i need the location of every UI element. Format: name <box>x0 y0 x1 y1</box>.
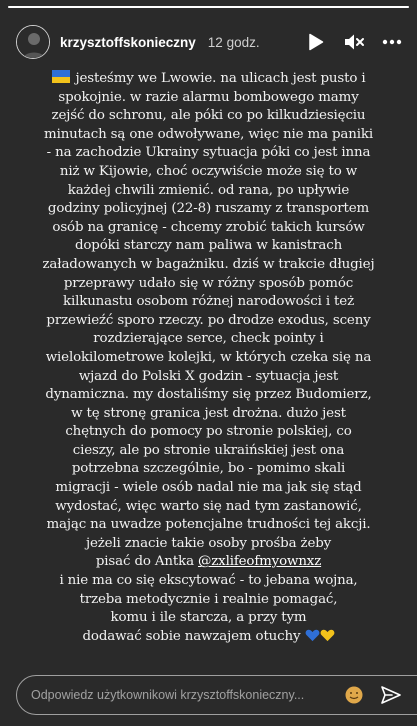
story-text-line: każdej chwili zmienić. od rana, po upływie <box>67 182 350 198</box>
story-text <box>14 70 403 646</box>
avatar[interactable] <box>16 25 50 59</box>
story-text-line: komu i ile starcza, a przy tym <box>110 610 307 626</box>
story-text-line: - na zachodzie Ukrainy sytuacja póki co jest inna <box>46 145 371 161</box>
story-username[interactable]: krzysztoffskonieczny <box>60 34 196 50</box>
story-text-line: minutach są one odwoływane, więc nie ma paniki <box>44 126 373 142</box>
story-text-line: wielokilometrowe kolejki, w których czeka się na <box>45 349 372 365</box>
send-button[interactable] <box>379 683 403 707</box>
reply-input[interactable] <box>16 675 417 715</box>
story-text-line: wydostać, więc warto się nad tym zastanowić, <box>55 498 362 514</box>
story-text-line: niż w Kijowie, choć oczywiście może się to w <box>59 163 358 179</box>
ukraine-flag-icon <box>52 70 70 83</box>
story-text-line: jesteśmy we Lwowie. na ulicach jest pusto i <box>14 70 403 89</box>
mention-line: pisać do Antka @zxlifeofmyownxz <box>95 554 322 570</box>
story-text-line: przewieźć sporo rzeczy. po drodze exodus, sceny <box>46 312 371 328</box>
story-time: 12 godz. <box>207 34 260 50</box>
story-text-line: zejść do schronu, ale póki co po kilkudziesięciu <box>51 108 366 124</box>
story-text-line: dynamiczna. my dostaliśmy się przez Budomierz, <box>45 387 372 403</box>
story-text-line: osób na granicę - chcemy zrobić takich kursów <box>52 219 365 235</box>
story-text-line: godziny policyjnej (22-8) ruszamy z transportem <box>47 201 370 217</box>
avatar-photo-icon <box>17 26 50 59</box>
story-text-line: kilkunastu osobom różnej narodowości i też <box>63 294 354 310</box>
story-text-line: wjazd do Polski X godzin - sytuacja jest <box>78 368 339 384</box>
story-progress-track <box>8 6 409 8</box>
story-text-line: chętnych do pomocy po stronie polskiej, co <box>65 424 352 440</box>
story-text-line: dopóki starczy nam paliwa w kanistrach <box>74 238 343 254</box>
story-text-line: spokojnie. w razie alarmu bombowego mamy <box>58 89 359 105</box>
muted-speaker-icon <box>343 32 365 52</box>
reply-bar <box>0 664 417 726</box>
yellow-heart-icon <box>320 629 335 642</box>
story-text-line: migracji - wiele osób nadal nie ma jak się stąd <box>55 480 362 496</box>
story-text-line: w tę stronę granica jest drożna. dużo jest <box>71 405 346 421</box>
story-header <box>0 14 417 70</box>
more-dots-icon <box>382 39 402 45</box>
story-text-line: cieszy, ale po stronie ukraińskiej jest ona <box>72 442 345 458</box>
story-progress-fill <box>8 6 409 8</box>
blue-heart-icon <box>305 629 320 642</box>
story-text-line: i nie ma co się ekscytować - to jebana wojna, <box>59 573 358 589</box>
story-text-line: potrzebna szczególnie, bo - pomimo skali <box>71 461 346 477</box>
play-icon <box>308 33 324 51</box>
story-controls <box>305 31 403 53</box>
mute-button[interactable] <box>343 31 365 53</box>
story-text-line: rozdzierające serce, check pointy i <box>93 331 324 347</box>
mention-link[interactable]: @zxlifeofmyownxz <box>198 554 322 570</box>
story-last-line: dodawać sobie nawzajem otuchy <box>14 628 403 647</box>
more-options-button[interactable] <box>381 31 403 53</box>
play-button[interactable] <box>305 31 327 53</box>
send-icon <box>380 684 402 706</box>
story-text-line: przeprawy udało się w różny sposób pomóc <box>63 275 354 291</box>
story-text-line: załadowanych w bagażniku. dziś w trakcie długiej <box>42 256 375 272</box>
story-text-line: mając na uwadze potencjalne trudności tej akcji. <box>46 517 371 533</box>
story-text-line: trzeba metodycznie i realnie pomagać, <box>79 591 338 607</box>
story-text-line: jeżeli znacie takie osoby prośba żeby <box>85 535 332 551</box>
